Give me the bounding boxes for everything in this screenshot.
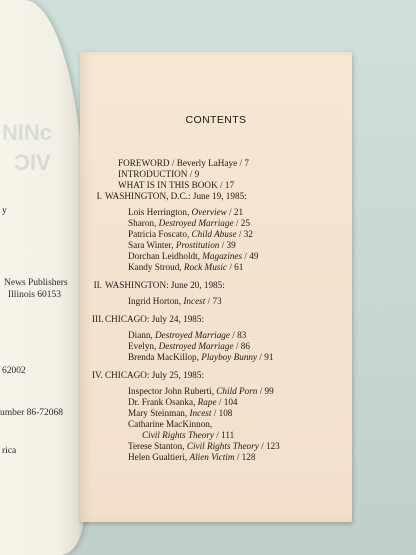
- entry-topic: Destroyed Marriage: [158, 218, 234, 228]
- toc-entry: Lois Herrington, Overview / 21: [128, 207, 244, 217]
- entry-topic: Civil Rights Theory: [186, 441, 259, 451]
- entry-name: Terese Stanton: [128, 441, 183, 451]
- section-heading: [92, 280, 348, 291]
- section-number: II.: [93, 280, 102, 290]
- entry-topic: Rape: [197, 397, 217, 407]
- toc-entry: Kandy Stroud, Rock Music / 61: [128, 262, 244, 272]
- section-heading: [92, 191, 348, 202]
- entry-topic: Magazines: [202, 251, 243, 261]
- page-fragment: Illinois 60153: [8, 290, 62, 300]
- contents-page: [80, 52, 352, 522]
- section-title: CHICAGO: July 24, 1985:: [105, 314, 205, 324]
- contents-title: CONTENTS: [185, 114, 247, 126]
- page-fragment: rica: [2, 446, 17, 456]
- section-number: III.: [92, 314, 104, 324]
- entry-topic: Playboy Bunny: [201, 352, 258, 362]
- entry-topic: Civil Rights Theory: [142, 430, 214, 440]
- entry-page: 111: [221, 430, 235, 440]
- show-through-text: VIC: [14, 150, 51, 175]
- section-number: IV.: [92, 370, 103, 380]
- entry-label: INTRODUCTION: [118, 169, 188, 179]
- toc-entry: Helen Gualtieri, Alien Victim / 128: [128, 452, 256, 462]
- entry-name: Dr. Frank Osanka: [128, 397, 194, 407]
- toc-entry: FOREWORD / Beverly LaHaye / 7: [118, 158, 249, 168]
- entry-name: Diann: [128, 330, 151, 340]
- entry-topic: Prostitution: [175, 240, 220, 250]
- entry-page: 123: [265, 441, 280, 451]
- entry-name: Sharon: [128, 218, 155, 228]
- page-fragment: umber 86-72068: [0, 408, 64, 418]
- entry-name: Patricia Foscato: [128, 229, 187, 239]
- entry-topic: Rock Music: [183, 262, 228, 272]
- entry-page: 25: [240, 218, 250, 228]
- toc-entry: Brenda MacKillop, Playboy Bunny / 91: [128, 352, 274, 362]
- section-title: CHICAGO: July 25, 1985:: [105, 370, 205, 380]
- entry-page: 21: [233, 207, 244, 217]
- entry-topic: Incest: [183, 296, 206, 306]
- entry-topic: Destroyed Marriage: [155, 330, 230, 340]
- entry-page: 83: [237, 330, 247, 340]
- entry-name: Kandy Stroud: [128, 262, 180, 272]
- entry-name: Helen Gualtieri: [128, 452, 185, 462]
- toc-entry: Ingrid Horton, Incest / 73: [128, 296, 222, 306]
- toc-entry: Dorchan Leidholdt, Magazines / 49: [128, 251, 259, 261]
- entry-page: 91: [264, 352, 274, 362]
- entry-topic: Alien Victim: [189, 452, 235, 462]
- section-number: I.: [96, 191, 102, 201]
- entry-page: 99: [264, 386, 274, 396]
- entry-page: 49: [249, 251, 259, 261]
- entry-name: Sara Winter: [128, 240, 172, 250]
- spacer: [92, 307, 348, 314]
- entry-page: 128: [241, 452, 256, 462]
- toc-entry: Sharon, Destroyed Marriage / 25: [128, 218, 250, 228]
- entry-name: Brenda MacKillop: [128, 352, 197, 362]
- entry-name: Lois Herrington: [128, 207, 187, 217]
- toc-entry: Dr. Frank Osanka, Rape / 104: [128, 397, 238, 407]
- spacer: [92, 273, 348, 280]
- entry-author: Beverly LaHaye: [176, 158, 238, 168]
- entry-page: 39: [226, 240, 236, 250]
- toc-entry: Terese Stanton, Civil Rights Theory / 123: [128, 441, 280, 451]
- toc-entry: INTRODUCTION / 9: [118, 169, 200, 179]
- toc-entry: Mary Steinman, Incest / 108: [128, 408, 233, 418]
- toc-entry: Inspector John Ruberti, Child Porn / 99: [128, 386, 274, 396]
- entry-label: WHAT IS IN THIS BOOK: [118, 180, 218, 190]
- entry-topic: Overview: [191, 207, 227, 217]
- section-heading: [92, 370, 348, 381]
- entry-page: 86: [240, 341, 250, 351]
- entry-name: Ingrid Horton: [128, 296, 179, 306]
- entry-topic: Destroyed Marriage: [158, 341, 234, 351]
- entry-name: Mary Steinman: [128, 408, 185, 418]
- entry-page: 73: [212, 296, 222, 306]
- entry-page: 61: [234, 262, 244, 272]
- entry-name: Dorchan Leidholdt: [128, 251, 198, 261]
- section-heading: [92, 314, 348, 325]
- entry-topic: Incest: [189, 408, 212, 418]
- entry-page: 7: [244, 158, 249, 168]
- toc-entry-continued: Civil Rights Theory / 111: [142, 430, 235, 440]
- entry-page: 32: [243, 229, 253, 239]
- entry-page: 17: [224, 180, 235, 190]
- entry-topic: Child Abuse: [191, 229, 237, 239]
- toc-entry: Evelyn, Destroyed Marriage / 86: [128, 341, 250, 351]
- section-title: WASHINGTON: June 20, 1985:: [105, 280, 225, 290]
- show-through-text: ɔИIИ: [2, 120, 52, 145]
- page-fragment: 62002: [2, 366, 26, 376]
- entry-name: Catharine MacKinnon,: [128, 419, 213, 429]
- entry-page: 108: [218, 408, 233, 418]
- entry-name: Evelyn: [128, 341, 155, 351]
- entry-page: 9: [194, 169, 200, 179]
- entry-label: FOREWORD: [118, 158, 170, 168]
- toc-entry: Sara Winter, Prostitution / 39: [128, 240, 236, 250]
- table-of-contents: [92, 158, 348, 463]
- page-fragment: News Publishers: [4, 278, 68, 288]
- toc-entry: Diann, Destroyed Marriage / 83: [128, 330, 247, 340]
- entry-name: Inspector John Ruberti: [128, 386, 212, 396]
- toc-entry: WHAT IS IN THIS BOOK / 17: [118, 180, 235, 190]
- page-fragment: y: [2, 206, 7, 216]
- spacer: [92, 363, 348, 370]
- entry-topic: Child Porn: [216, 386, 258, 396]
- toc-entry: [92, 419, 348, 430]
- section-title: WASHINGTON, D.C.: June 19, 1985:: [105, 191, 247, 201]
- entry-page: 104: [223, 397, 238, 407]
- toc-entry: Patricia Foscato, Child Abuse / 32: [128, 229, 253, 239]
